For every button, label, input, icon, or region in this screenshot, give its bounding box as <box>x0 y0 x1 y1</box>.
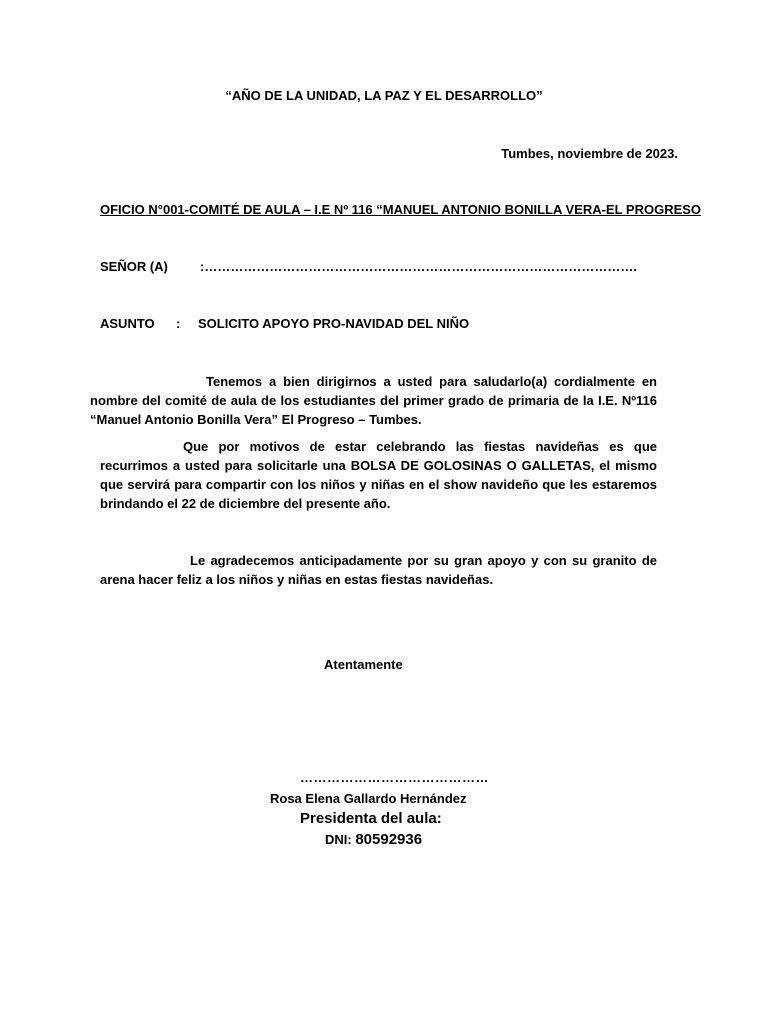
signatory-name: Rosa Elena Gallardo Hernández <box>270 791 467 806</box>
body-paragraph-2: Que por motivos de estar celebrando las fiestas navideñas es que recurrimos a usted para solicitarle una BOLSA DE GOLOSINAS O GALLETAS, el mismo que servirá para compartir con los niños y niñas en el show navideño que les estaremos brindando el 22 de diciembre del presente año. <box>100 439 657 511</box>
signatory-role: Presidenta del aula: <box>300 810 442 827</box>
body-paragraph-1: Tenemos a bien dirigirnos a usted para saludarlo(a) cordialmente en nombre del comité de aula de los estudiantes del primer grado de primaria de la I.E. Nº116 “Manuel Antonio Bonilla Vera” El Progreso – Tumbes. <box>90 374 657 427</box>
dni-label: DNI: <box>325 832 352 847</box>
signature-line: …………………………………… <box>300 770 489 785</box>
dni-number: 80592936 <box>355 831 423 848</box>
place-date: Tumbes, noviembre de 2023. <box>501 146 678 161</box>
recipient-blank-line: :………………………………………………………………………………………. <box>200 259 637 274</box>
subject-colon: : <box>176 316 181 331</box>
recipient-label: SEÑOR (A) <box>100 259 168 274</box>
subject-value: SOLICITO APOYO PRO-NAVIDAD DEL NIÑO <box>198 316 470 331</box>
oficio-reference: OFICIO N°001-COMITÉ DE AULA – I.E Nº 116 “MANUEL ANTONIO BONILLA VERA-EL PROGRESO <box>100 202 702 217</box>
document-motto: “AÑO DE LA UNIDAD, LA PAZ Y EL DESARROLLO” <box>225 88 543 103</box>
subject-label: ASUNTO <box>100 316 155 331</box>
body-paragraph-3: Le agradecemos anticipadamente por su gran apoyo y con su granito de arena hacer feliz a los niños y niñas en estas fiestas navideñas. <box>100 553 657 587</box>
signatory-dni <box>325 831 422 848</box>
closing-salutation: Atentamente <box>324 657 403 672</box>
